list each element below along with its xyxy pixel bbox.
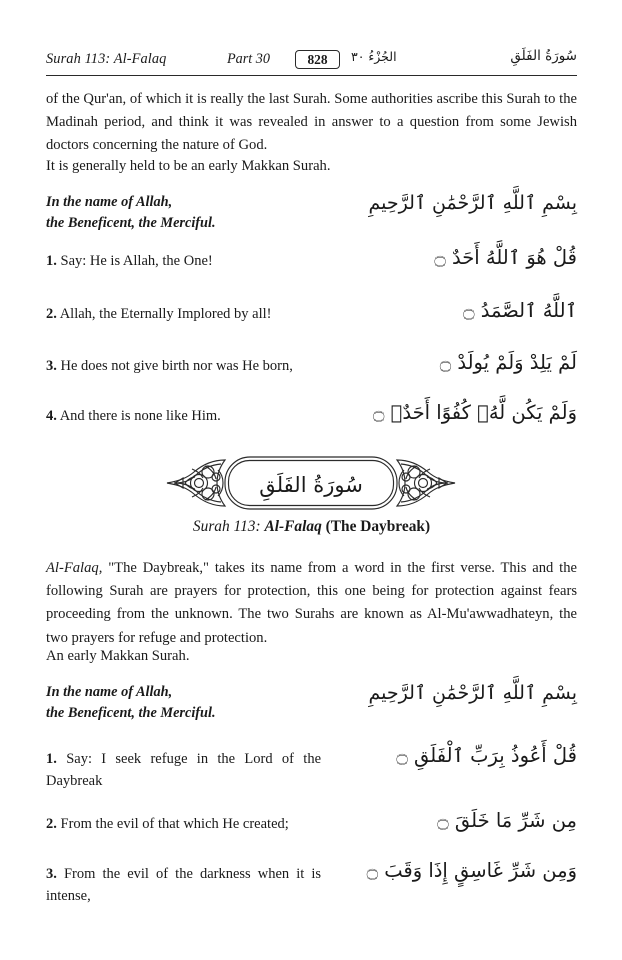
intro-continued-block — [46, 88, 577, 158]
running-header — [46, 50, 577, 76]
bismillah-line1: In the name of Allah, — [46, 194, 173, 210]
falaq-intro-block — [46, 557, 577, 650]
page-number: 828 — [307, 52, 328, 67]
banner-arabic-title: سُورَةُ الفَلَقِ — [259, 473, 363, 497]
surah-title-line — [46, 518, 577, 536]
surah-title-prefix: Surah 113: — [192, 518, 265, 535]
surah-title-translation: (The Daybreak) — [321, 518, 431, 535]
verse-text: He does not give birth nor was He born, — [60, 358, 293, 374]
header-part-label: Part 30 — [227, 51, 270, 67]
verse-number: 3. — [46, 358, 57, 374]
bismillah-line1: In the name of Allah, — [46, 684, 173, 700]
makkan-note-block-1 — [46, 155, 577, 178]
verse-text: From the evil of that which He created; — [60, 816, 289, 832]
bismillah-line2: the Beneficent, the Merciful. — [46, 705, 216, 721]
verse-arabic: قُلْ أَعُوذُ بِرَبِّ ٱلْفَلَقِ ۝ — [396, 744, 577, 767]
verse-text: Say: He is Allah, the One! — [60, 253, 213, 269]
verse-text: And there is none like Him. — [59, 408, 221, 424]
makkan-note-1: It is generally held to be an early Makkan Surah. — [46, 158, 331, 174]
page-number-box — [295, 50, 340, 69]
header-juz-arabic: الجُزْءُ ٣٠ — [351, 49, 397, 64]
verse-number: 2. — [46, 816, 57, 832]
surah-title-name: Al-Falaq — [264, 518, 322, 535]
makkan-note-2: An early Makkan Surah. — [46, 648, 190, 664]
verse-arabic: ٱللَّهُ ٱلصَّمَدُ ۝ — [463, 299, 577, 322]
header-surah-label: Surah 113: Al-Falaq — [46, 51, 167, 67]
bismillah-english-1 — [46, 192, 216, 234]
falaq-intro-lead: Al-Falaq, — [46, 560, 103, 576]
falaq-intro-paragraph: Al-Falaq, "The Daybreak," takes its name from a word in the first verse. This and the following Surah are prayers for protection, this one being for protection against fears proceeding from the unknown. The two Surahs are known as Al-Mu'awwadhateyn, the two prayers for refuge and protection. — [46, 560, 577, 646]
bismillah-english-2 — [46, 682, 216, 724]
verse-english — [46, 405, 221, 427]
verse-english — [46, 863, 321, 907]
bismillah-arabic-2: بِسْمِ ٱللَّهِ ٱلرَّحْمَٰنِ ٱلرَّحِيمِ — [368, 682, 577, 704]
bismillah-line2: the Beneficent, the Merciful. — [46, 215, 216, 231]
bismillah-block-1 — [46, 192, 577, 238]
header-surah-arabic: سُورَةُ الفَلَقِ — [510, 48, 577, 64]
surah-banner-ornament — [161, 452, 461, 514]
verse-number: 1. — [46, 751, 57, 767]
verse-number: 3. — [46, 866, 57, 882]
verse-arabic: مِن شَرِّ مَا خَلَقَ ۝ — [437, 809, 577, 832]
verse-arabic: قُلْ هُوَ ٱللَّهُ أَحَدٌ ۝ — [434, 246, 577, 269]
verse-text: From the evil of the darkness when it is intense, — [46, 866, 322, 904]
verse-number: 1. — [46, 253, 57, 269]
verse-english — [46, 748, 321, 792]
verse-text: Allah, the Eternally Implored by all! — [59, 306, 272, 322]
bismillah-arabic-1: بِسْمِ ٱللَّهِ ٱلرَّحْمَٰنِ ٱلرَّحِيمِ — [368, 192, 577, 214]
verse-arabic: لَمْ يَلِدْ وَلَمْ يُولَدْ ۝ — [439, 351, 577, 374]
verse-arabic: وَمِن شَرِّ غَاسِقٍ إِذَا وَقَبَ ۝ — [366, 859, 577, 882]
verse-english — [46, 250, 213, 272]
makkan-note-block-2 — [46, 645, 577, 668]
verse-arabic: وَلَمْ يَكُن لَّهُۥ كُفُوًا أَحَدٌۢ ۝ — [373, 401, 577, 424]
verse-text: Say: I seek refuge in the Lord of the Daybreak — [46, 751, 322, 789]
verse-english — [46, 303, 272, 325]
header-rule — [46, 75, 577, 76]
verse-number: 2. — [46, 306, 57, 322]
intro-continued-paragraph: of the Qur'an, of which it is really the last Surah. Some authorities ascribe this Surah to the Madinah period, and think it was revealed in answer to a question from some Jewish doctors concerning the nature of God. — [46, 91, 577, 154]
bismillah-block-2 — [46, 682, 577, 728]
verse-number: 4. — [46, 408, 57, 424]
verse-english — [46, 813, 289, 835]
verse-english — [46, 355, 293, 377]
